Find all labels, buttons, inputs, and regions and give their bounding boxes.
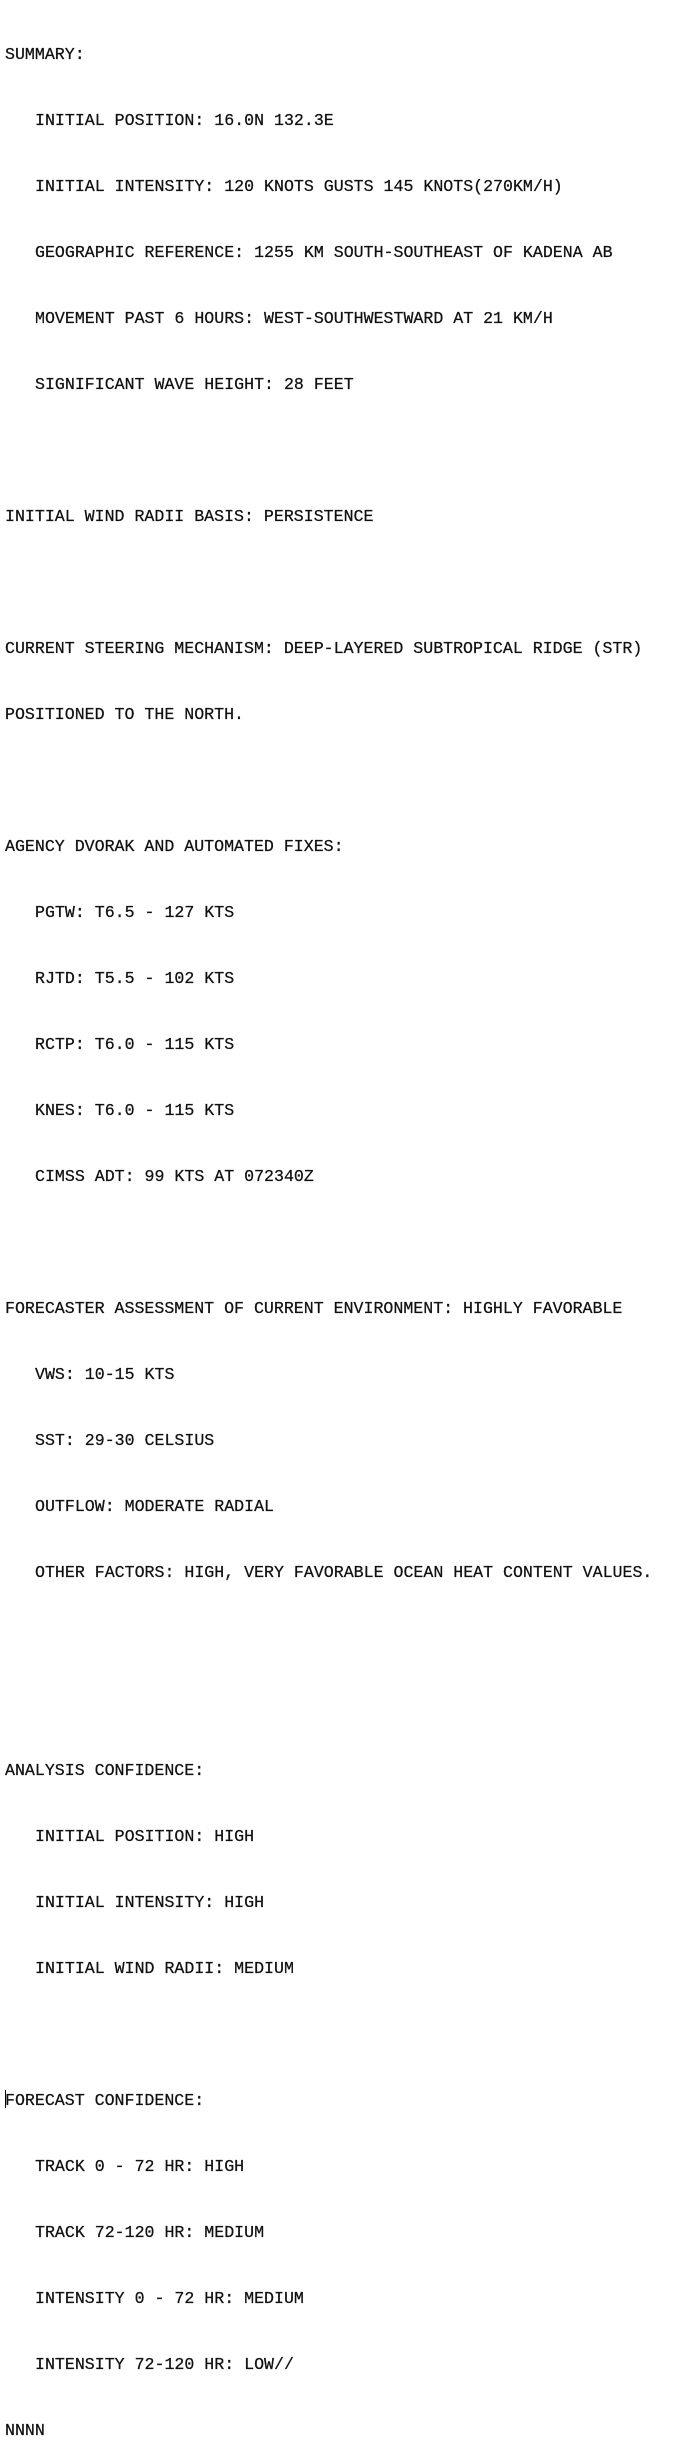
environment-sst: SST: 29-30 CELSIUS <box>35 1431 215 1450</box>
dvorak-fix-knes: KNES: T6.0 - 115 KTS <box>35 1101 235 1120</box>
environment-outflow: OUTFLOW: MODERATE RADIAL <box>35 1497 274 1516</box>
dvorak-fix-rctp: RCTP: T6.0 - 115 KTS <box>35 1035 235 1054</box>
forecast-confidence-heading-row <box>5 2090 675 2112</box>
initial-position-line: INITIAL POSITION: 16.0N 132.3E <box>35 111 334 130</box>
summary-heading: SUMMARY: <box>5 45 85 64</box>
end-marker: NNNN <box>5 2421 45 2440</box>
environment-vws: VWS: 10-15 KTS <box>35 1365 175 1384</box>
forecast-confidence-track-0-72: TRACK 0 - 72 HR: HIGH <box>35 2157 245 2176</box>
analysis-confidence-heading: ANALYSIS CONFIDENCE: <box>5 1761 205 1780</box>
analysis-confidence-position: INITIAL POSITION: HIGH <box>35 1827 255 1846</box>
blank-line <box>5 770 675 792</box>
dvorak-heading: AGENCY DVORAK AND AUTOMATED FIXES: <box>5 837 344 856</box>
forecast-confidence-intensity-72-120: INTENSITY 72-120 HR: LOW// <box>35 2355 294 2374</box>
environment-other-factors: OTHER FACTORS: HIGH, VERY FAVORABLE OCEAN HEAT CONTENT VALUES. <box>35 1563 653 1582</box>
blank-line <box>5 1232 675 1254</box>
wave-height-line: SIGNIFICANT WAVE HEIGHT: 28 FEET <box>35 375 354 394</box>
steering-line-2: POSITIONED TO THE NORTH. <box>5 705 244 724</box>
initial-intensity-line: INITIAL INTENSITY: 120 KNOTS GUSTS 145 KNOTS(270KM/H) <box>35 177 563 196</box>
forecast-confidence-intensity-0-72: INTENSITY 0 - 72 HR: MEDIUM <box>35 2289 304 2308</box>
blank-line <box>5 2024 675 2046</box>
blank-line <box>5 1628 675 1650</box>
blank-line <box>5 1694 675 1716</box>
environment-heading: FORECASTER ASSESSMENT OF CURRENT ENVIRONMENT: HIGHLY FAVORABLE <box>5 1299 623 1318</box>
movement-line: MOVEMENT PAST 6 HOURS: WEST-SOUTHWESTWARD AT 21 KM/H <box>35 309 553 328</box>
analysis-confidence-wind-radii: INITIAL WIND RADII: MEDIUM <box>35 1959 294 1978</box>
geographic-reference-line: GEOGRAPHIC REFERENCE: 1255 KM SOUTH-SOUTHEAST OF KADENA AB <box>35 243 613 262</box>
wind-radii-basis-line: INITIAL WIND RADII BASIS: PERSISTENCE <box>5 507 374 526</box>
analysis-confidence-intensity: INITIAL INTENSITY: HIGH <box>35 1893 265 1912</box>
forecast-confidence-track-72-120: TRACK 72-120 HR: MEDIUM <box>35 2223 265 2242</box>
dvorak-fix-cimss-adt: CIMSS ADT: 99 KTS AT 072340Z <box>35 1167 314 1186</box>
dvorak-fix-pgtw: PGTW: T6.5 - 127 KTS <box>35 903 235 922</box>
forecast-confidence-heading: FORECAST CONFIDENCE: <box>5 2091 205 2110</box>
warning-text-document <box>5 0 675 2464</box>
steering-line-1: CURRENT STEERING MECHANISM: DEEP-LAYERED SUBTROPICAL RIDGE (STR) <box>5 639 643 658</box>
blank-line <box>5 572 675 594</box>
blank-line <box>5 440 675 462</box>
dvorak-fix-rjtd: RJTD: T5.5 - 102 KTS <box>35 969 235 988</box>
